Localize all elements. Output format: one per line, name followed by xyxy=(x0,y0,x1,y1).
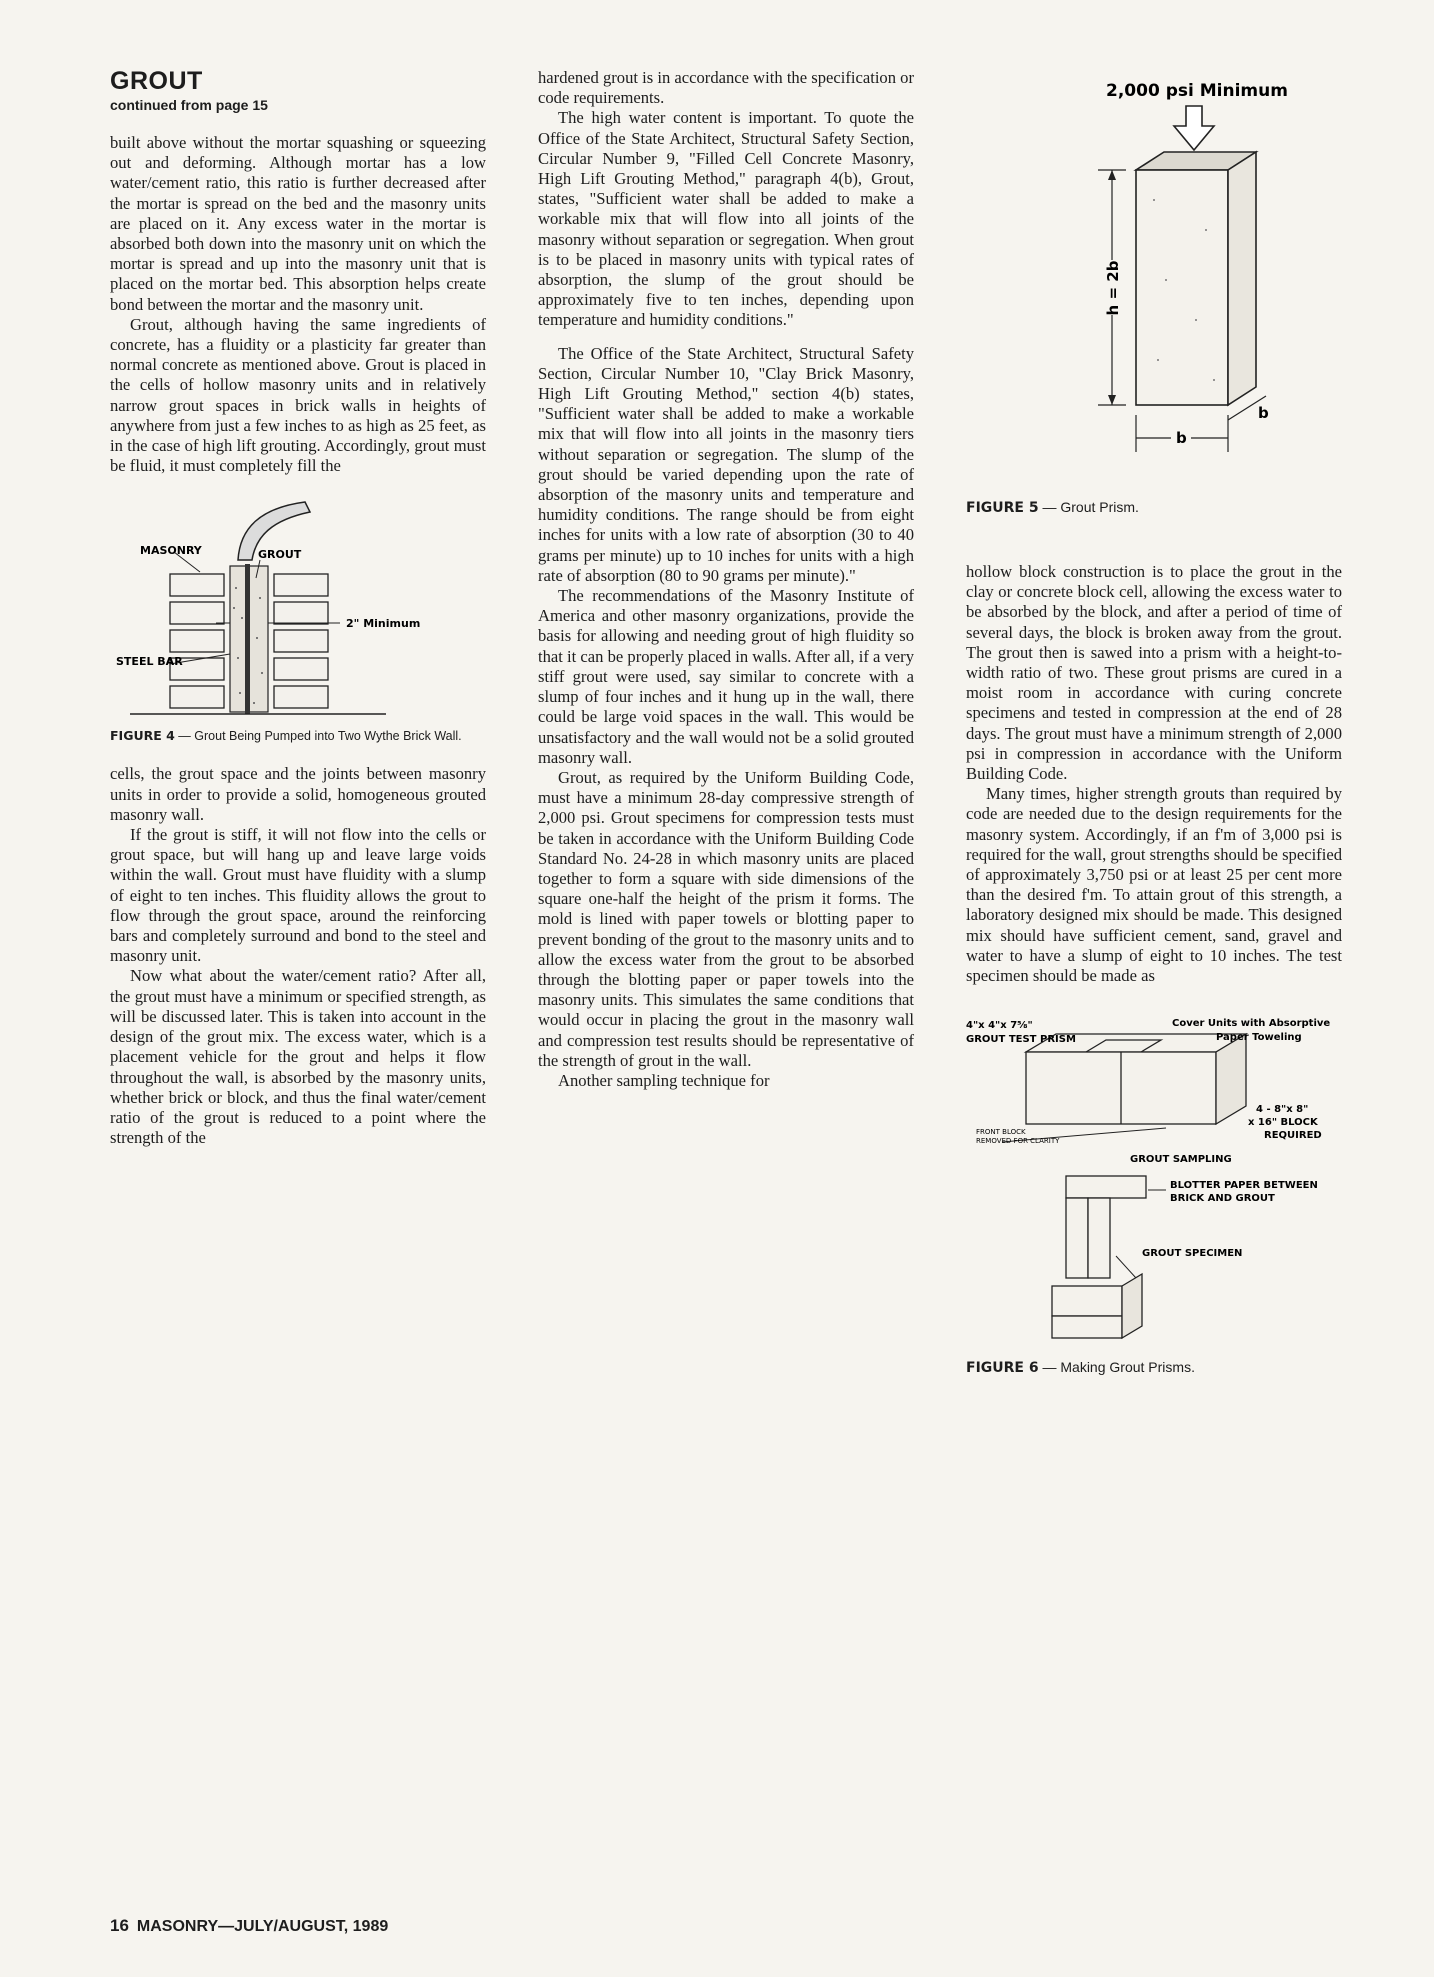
figure-6-caption-number: FIGURE 6 xyxy=(966,1360,1039,1377)
paragraph: The Office of the State Architect, Structural Safety Section, Circular Number 10, "Clay Brick Masonry, High Lift Grouting Method," section 4(b) states, "Sufficient water shall be added to make a workable mix that will flow into all joints in the masonry tiers without separation or segregation. The slump of the grout should be varied depending upon the rate of absorption of the masonry units and temperature and humidity conditions. The range should be from eight inches for units with a low rate of absorption (30 to 40 grams per minute) up to 10 inches for units with a high rate of absorption (80 to 90 grams per minute)." xyxy=(538,343,914,585)
figure-5-label-height: h = 2b xyxy=(1104,260,1122,316)
figure-5-label-b-depth: b xyxy=(1258,404,1269,422)
figure-6-label-block-3: REQUIRED xyxy=(1264,1130,1322,1142)
figure-5-caption xyxy=(966,500,1342,516)
figure-4 xyxy=(110,498,486,718)
figure-4-caption xyxy=(110,728,486,744)
publication-line: MASONRY—JULY/AUGUST, 1989 xyxy=(136,1918,389,1935)
figure-6-label-blotter-1: BLOTTER PAPER BETWEEN xyxy=(1170,1180,1318,1192)
figure-6-caption-text: — Making Grout Prisms. xyxy=(1038,1359,1195,1376)
page-number: 16 xyxy=(110,1916,129,1935)
column-2 xyxy=(538,68,914,1091)
figure-4-label-grout: GROUT xyxy=(258,548,302,562)
column-1 xyxy=(110,68,486,1148)
figure-6-label-blotter-2: BRICK AND GROUT xyxy=(1170,1193,1275,1205)
figure-6-label-specimen: GROUT SPECIMEN xyxy=(1142,1248,1243,1260)
figure-6-label-block-2: x 16" BLOCK xyxy=(1248,1117,1318,1129)
figure-6-label-sampling: GROUT SAMPLING xyxy=(1130,1154,1232,1166)
figure-5-label-b: b xyxy=(1176,429,1187,447)
figure-6-caption xyxy=(966,1360,1342,1376)
figure-6-label-prism: GROUT TEST PRISM xyxy=(966,1034,1076,1046)
figure-4-label-steel-bar: STEEL BAR xyxy=(116,655,183,669)
figure-5-label-top: 2,000 psi Minimum xyxy=(1106,81,1288,101)
continued-note: continued from page 15 xyxy=(110,97,268,113)
paragraph: Another sampling technique for xyxy=(558,1070,770,1090)
paragraph: The recommendations of the Masonry Institute of America and other masonry organizations, provide the basis for allowing and needing grout of high fluidity so that it can be properly placed in walls. After all, if a very stiff grout were used, say similar to concrete with a slump of four inches and it hung up in the wall, there could be large void spaces in the wall. This would be unsatisfactory and the wall would not be a solid grouted masonry wall. xyxy=(538,586,914,767)
figure-6-label-block-1: 4 - 8"x 8" xyxy=(1256,1104,1309,1116)
section-title: GROUT xyxy=(110,67,203,95)
paragraph: built above without the mortar squashing or squeezing out and deforming. Although mortar has a low water/cement ratio, this ratio is further decreased after the mortar is spread on the bed and the masonry units are placed on it. Any excess water in the mortar is absorbed both down into the masonry unit on which the mortar is spread and up into the masonry unit that is placed on the mortar bed. This absorption helps create bond between the mortar and the masonry unit. xyxy=(110,133,486,314)
figure-5-drawing xyxy=(966,60,1342,500)
figure-6-label-prism-dims: 4"x 4"x 7⅝" xyxy=(966,1020,1033,1032)
figure-4-drawing xyxy=(110,498,486,718)
paragraph: Grout, as required by the Uniform Building Code, must have a minimum 28-day compressive strength of 2,000 psi. Grout specimens for compression tests must be taken in accordance with the Uniform Building Code Standard No. 24-28 in which masonry units are placed together to form a square with side dimensions of the square one-half the height of the prism it forms. The mold is lined with paper towels or blotting paper to prevent bonding of the grout to the masonry units and to allow the excess water from the grout to be absorbed through the blotting paper or paper towels into the masonry units. This simulates the same conditions that would occur in placing the grout in the masonry wall and compression test results should be representative of the strength of grout in the wall. xyxy=(538,767,914,1070)
figure-5-caption-text: — Grout Prism. xyxy=(1038,499,1139,515)
figure-6-label-front-1: FRONT BLOCK xyxy=(976,1128,1026,1137)
paragraph: If the grout is stiff, it will not flow into the cells or grout space, but will hang up and leave large voids within the wall. Grout must have fluidity with a slump of eight to ten inches. This fluidity allows the grout to flow through the grout space, around the reinforcing bars and completely surround and bond to the steel and masonry unit. xyxy=(110,825,486,966)
figure-4-caption-text: — Grout Being Pumped into Two Wythe Brick Wall. xyxy=(174,729,462,744)
paragraph: Now what about the water/cement ratio? After all, the grout must have a minimum or specified strength, as will be discussed later. This is taken into account in the design of the grout mix. The excess water, which is a placement vehicle for the grout and helps it flow throughout the wall, is absorbed by the masonry units, whether brick or block, and thus the final water/cement ratio of the grout is reduced to a point where the strength of the xyxy=(110,966,486,1148)
figure-4-caption-number: FIGURE 4 xyxy=(110,728,175,744)
figure-6-label-cover-2: Paper Toweling xyxy=(1216,1032,1302,1044)
figure-4-label-masonry: MASONRY xyxy=(140,544,202,558)
figure-6-drawing xyxy=(966,1016,1342,1356)
figure-4-label-minimum: 2" Minimum xyxy=(346,617,421,631)
paragraph: hardened grout is in accordance with the specification or code requirements. xyxy=(538,68,914,108)
paragraph: hollow block construction is to place the grout in the clay or concrete block cell, allowing the excess water to be absorbed by the block, and after a period of time of several days, the block is broken away from the grout. The grout then is sawed into a prism with a height-to-width ratio of two. These grout prisms are cured in a moist room in accordance with curing concrete specimens and tested in compression at the end of 28 days. The grout must have a minimum strength of 2,000 psi in compression in accordance with the Uniform Building Code. xyxy=(966,562,1342,784)
figure-5-caption-number: FIGURE 5 xyxy=(966,500,1039,516)
figure-6-label-cover-1: Cover Units with Absorptive xyxy=(1172,1018,1331,1030)
page-footer xyxy=(110,1916,388,1936)
paragraph: The high water content is important. To quote the Office of the State Architect, Structural Safety Section, Circular Number 9, "Filled Cell Concrete Masonry, High Lift Grouting Method," paragraph 4(b), Grout, states, "Sufficient water shall be added to make a workable mix that will flow into all joints of the masonry without separation or segregation. When grout is to be placed in masonry units with typical rates of absorption, the slump of the grout should be approximately five to ten inches, depending upon temperature and humidity conditions." xyxy=(538,108,914,330)
figure-5 xyxy=(966,60,1342,500)
column-3 xyxy=(966,60,1342,1376)
paragraph: Many times, higher strength grouts than required by code are needed due to the design requirements for the masonry system. Accordingly, if an f'm of 3,000 psi is required for the wall, grout strengths should be specified of approximately 3,750 psi or at least 25 per cent more than the desired f'm. To attain grout of this strength, a laboratory designed mix should be made. This designed mix should have sufficient cement, sand, gravel and water to have a slump of eight to 10 inches. The test specimen should be made as xyxy=(966,784,1342,986)
paragraph: Grout, although having the same ingredients of concrete, has a fluidity or a plasticity far greater than normal concrete as mentioned above. Grout is placed in the cells of hollow masonry units and in relatively narrow grout spaces in brick walls in heights of anywhere from just a few inches to as high as 25 feet, as in the case of high lift grouting. Accordingly, grout must be fluid, it must completely fill the xyxy=(110,314,486,476)
paragraph: cells, the grout space and the joints between masonry units in order to provide a solid, homogeneous grouted masonry wall. xyxy=(110,764,486,824)
figure-6 xyxy=(966,1016,1342,1356)
figure-6-label-front-2: REMOVED FOR CLARITY xyxy=(976,1137,1060,1146)
